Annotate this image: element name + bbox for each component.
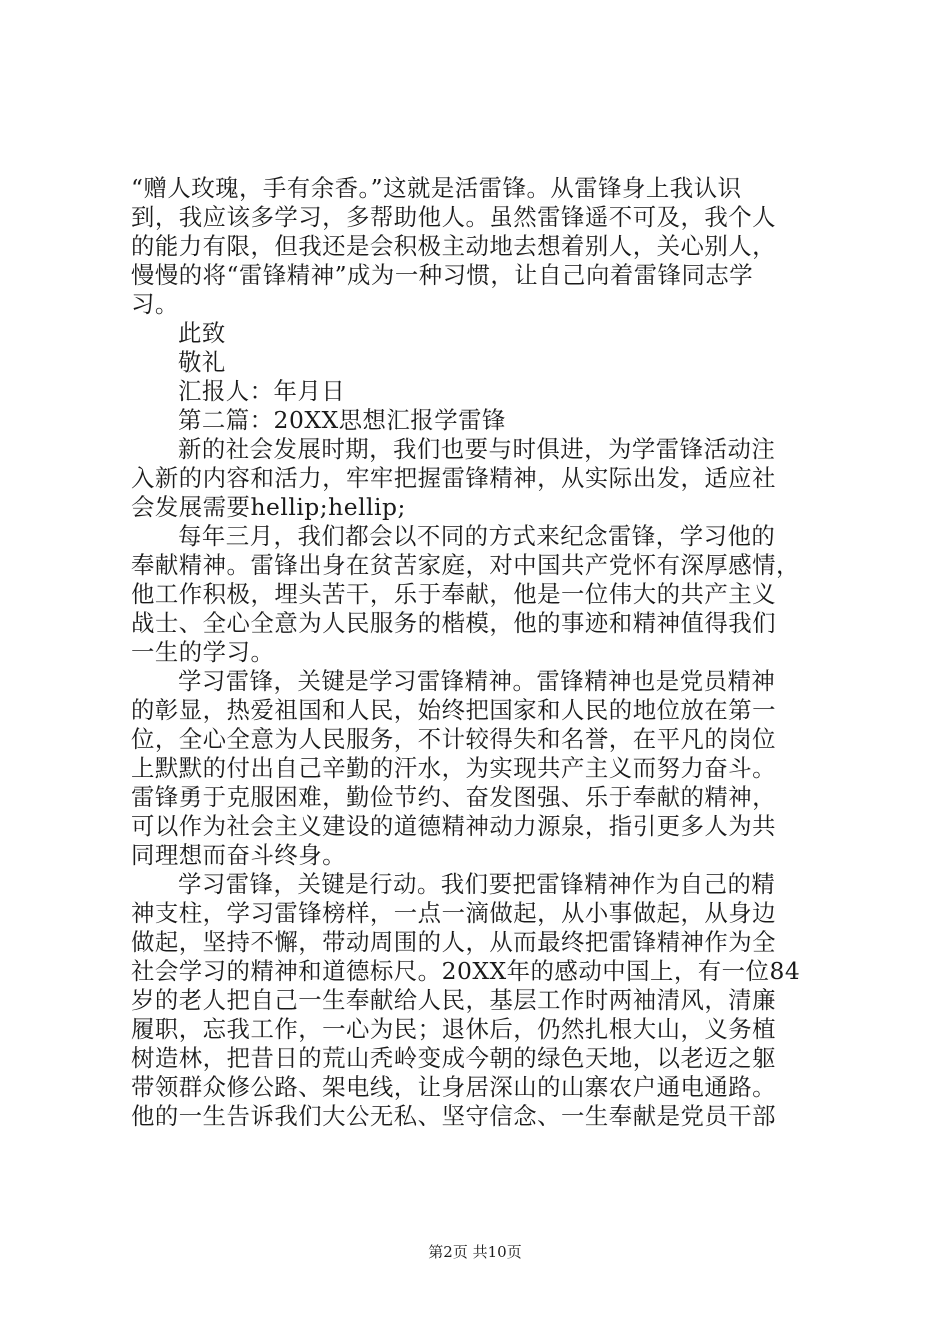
text-line: 做起，坚持不懈，带动周围的人，从而最终把雷锋精神作为全 (131, 928, 777, 956)
text-line: 树造林，把昔日的荒山秃岭变成今朝的绿色天地，以老迈之躯 (131, 1044, 777, 1072)
salutation-line: 此致 (178, 319, 226, 347)
text-line: 同理想而奋斗终身。 (131, 841, 347, 869)
text-line: 的能力有限，但我还是会积极主动地去想着别人，关心别人， (131, 232, 777, 260)
text-line: 学习雷锋，关键是行动。我们要把雷锋精神作为自己的精 (178, 870, 776, 898)
text-line: 带领群众修公路、架电线，让身居深山的山寨农户通电通路。 (131, 1073, 777, 1101)
text-line: 上默默的付出自己辛勤的汗水，为实现共产主义而努力奋斗。 (131, 754, 777, 782)
text-line: 社会学习的精神和道德标尺。20XX年的感动中国上，有一位84 (131, 957, 801, 985)
text-line: 每年三月，我们都会以不同的方式来纪念雷锋，学习他的 (178, 522, 776, 550)
text-line: 新的社会发展时期，我们也要与时俱进，为学雷锋活动注 (178, 435, 776, 463)
document-body (131, 174, 831, 1131)
text-line: 慢慢的将“雷锋精神”成为一种习惯，让自己向着雷锋同志学 (131, 261, 754, 289)
page-number-footer: 第2页 共10页 (428, 1243, 522, 1261)
text-line: 奉献精神。雷锋出身在贫苦家庭，对中国共产党怀有深厚感情， (131, 551, 800, 579)
text-line: 他的一生告诉我们大公无私、坚守信念、一生奉献是党员干部 (131, 1102, 777, 1130)
text-line: 学习雷锋，关键是学习雷锋精神。雷锋精神也是党员精神 (178, 667, 776, 695)
text-line: 他工作积极，埋头苦干，乐于奉献，他是一位伟大的共产主义 (131, 580, 777, 608)
text-line: 战士、全心全意为人民服务的楷模，他的事迹和精神值得我们 (131, 609, 777, 637)
text-line: 位，全心全意为人民服务，不计较得失和名誉，在平凡的岗位 (131, 725, 777, 753)
text-line: “赠人玫瑰，手有余香。”这就是活雷锋。从雷锋身上我认识 (131, 174, 742, 202)
text-line: 可以作为社会主义建设的道德精神动力源泉，指引更多人为共 (131, 812, 777, 840)
text-line: 一生的学习。 (131, 638, 275, 666)
text-line: 会发展需要hellip;hellip; (131, 493, 406, 521)
text-line: 习。 (131, 290, 179, 318)
text-line: 的彰显，热爱祖国和人民，始终把国家和人民的地位放在第一 (131, 696, 777, 724)
text-line: 雷锋勇于克服困难，勤俭节约、奋发图强、乐于奉献的精神， (131, 783, 777, 811)
text-line: 入新的内容和活力，牢牢把握雷锋精神，从实际出发，适应社 (131, 464, 777, 492)
text-line: 神支柱，学习雷锋榜样，一点一滴做起，从小事做起，从身边 (131, 899, 777, 927)
signature-line: 汇报人：年月日 (178, 377, 346, 405)
section-title: 第二篇：20XX思想汇报学雷锋 (178, 406, 506, 434)
text-line: 履职，忘我工作，一心为民；退休后，仍然扎根大山，义务植 (131, 1015, 777, 1043)
text-line: 岁的老人把自己一生奉献给人民，基层工作时两袖清风，清廉 (131, 986, 777, 1014)
salutation-line: 敬礼 (178, 348, 226, 376)
text-line: 到，我应该多学习，多帮助他人。虽然雷锋遥不可及，我个人 (131, 203, 777, 231)
